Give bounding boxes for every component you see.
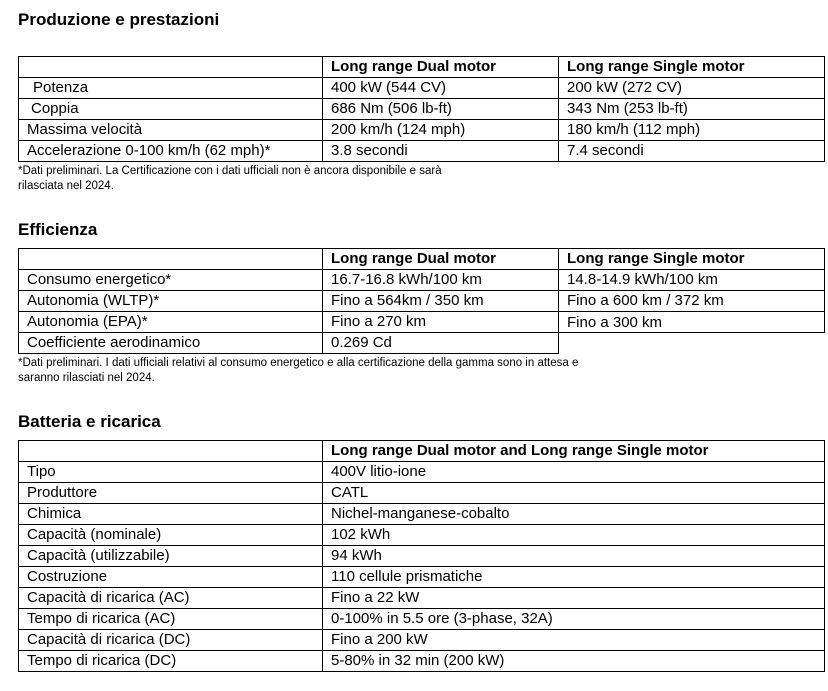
row-value: 0-100% in 5.5 ore (3-phase, 32A)	[323, 609, 825, 630]
row-value-dual: 3.8 secondi	[323, 141, 559, 162]
performance-table	[18, 56, 825, 162]
row-label: Accelerazione 0-100 km/h (62 mph)*	[19, 141, 323, 162]
table-header-row	[19, 249, 825, 270]
footnote-line: *Dati preliminari. La Certificazione con i dati ufficiali non è ancora disponibile e sarà	[18, 165, 442, 177]
section-title-performance: Produzione e prestazioni	[18, 10, 220, 29]
header-dual-motor: Long range Dual motor	[323, 249, 559, 270]
efficiency-footnote	[18, 356, 778, 386]
table-row	[19, 525, 825, 546]
battery-table	[18, 440, 825, 672]
table-row	[19, 504, 825, 525]
row-value-single: 180 km/h (112 mph)	[559, 120, 825, 141]
row-label: Consumo energetico*	[19, 270, 323, 291]
row-value-single	[559, 333, 825, 354]
row-value: 102 kWh	[323, 525, 825, 546]
row-label: Massima velocità	[19, 120, 323, 141]
table-row	[19, 312, 825, 333]
row-value-dual: 686 Nm (506 lb-ft)	[323, 99, 559, 120]
table-header-row	[19, 441, 825, 462]
row-value-single: Fino a 300 km	[559, 312, 825, 333]
row-label: Potenza	[19, 78, 323, 99]
row-value: 5-80% in 32 min (200 kW)	[323, 651, 825, 672]
header-cell-empty	[19, 441, 323, 462]
header-cell-empty	[19, 249, 323, 270]
table-row	[19, 630, 825, 651]
table-row	[19, 141, 825, 162]
table-row	[19, 270, 825, 291]
row-label: Coppia	[19, 99, 323, 120]
table-row	[19, 609, 825, 630]
section-title-efficiency: Efficienza	[18, 220, 98, 239]
row-value-dual: 200 km/h (124 mph)	[323, 120, 559, 141]
row-value-dual: 16.7-16.8 kWh/100 km	[323, 270, 559, 291]
row-label: Tempo di ricarica (AC)	[19, 609, 323, 630]
row-value: 400V litio-ione	[323, 462, 825, 483]
header-single-motor: Long range Single motor	[559, 249, 825, 270]
row-label: Autonomia (EPA)*	[19, 312, 323, 333]
row-label: Costruzione	[19, 567, 323, 588]
table-header-row	[19, 57, 825, 78]
row-label: Capacità (utilizzabile)	[19, 546, 323, 567]
row-label: Capacità di ricarica (AC)	[19, 588, 323, 609]
row-label: Tempo di ricarica (DC)	[19, 651, 323, 672]
header-single-motor: Long range Single motor	[559, 57, 825, 78]
row-value-dual: 0.269 Cd	[323, 333, 559, 354]
table-row	[19, 99, 825, 120]
row-label: Capacità (nominale)	[19, 525, 323, 546]
table-row	[19, 483, 825, 504]
row-value: 94 kWh	[323, 546, 825, 567]
header-cell-empty	[19, 57, 323, 78]
table-row	[19, 120, 825, 141]
row-label: Coefficiente aerodinamico	[19, 333, 323, 354]
row-value-dual: Fino a 270 km	[323, 312, 559, 333]
row-value-dual: Fino a 564km / 350 km	[323, 291, 559, 312]
row-value: 110 cellule prismatiche	[323, 567, 825, 588]
row-label: Chimica	[19, 504, 323, 525]
footnote-line: saranno rilasciati nel 2024.	[18, 372, 155, 384]
row-label: Tipo	[19, 462, 323, 483]
row-label: Capacità di ricarica (DC)	[19, 630, 323, 651]
header-dual-motor: Long range Dual motor	[323, 57, 559, 78]
table-row	[19, 567, 825, 588]
footnote-line: *Dati preliminari. I dati ufficiali relativi al consumo energetico e alla certificazione della gamma sono in attesa e	[18, 357, 579, 369]
efficiency-table	[18, 248, 825, 354]
footnote-line: rilasciata nel 2024.	[18, 180, 114, 192]
row-value-single: 14.8-14.9 kWh/100 km	[559, 270, 825, 291]
row-value: CATL	[323, 483, 825, 504]
row-value: Fino a 200 kW	[323, 630, 825, 651]
section-title-battery: Batteria e ricarica	[18, 412, 161, 431]
row-value: Fino a 22 kW	[323, 588, 825, 609]
table-row	[19, 78, 825, 99]
table-row	[19, 462, 825, 483]
table-row	[19, 546, 825, 567]
row-label: Autonomia (WLTP)*	[19, 291, 323, 312]
table-row	[19, 333, 825, 354]
table-row	[19, 588, 825, 609]
row-value-single: 343 Nm (253 lb-ft)	[559, 99, 825, 120]
header-both-motors: Long range Dual motor and Long range Single motor	[323, 441, 825, 462]
row-value: Nichel-manganese-cobalto	[323, 504, 825, 525]
row-label: Produttore	[19, 483, 323, 504]
performance-footnote	[18, 164, 778, 194]
table-row	[19, 291, 825, 312]
row-value-dual: 400 kW (544 CV)	[323, 78, 559, 99]
row-value-single: Fino a 600 km / 372 km	[559, 291, 825, 312]
table-row	[19, 651, 825, 672]
row-value-single: 200 kW (272 CV)	[559, 78, 825, 99]
row-value-single: 7.4 secondi	[559, 141, 825, 162]
